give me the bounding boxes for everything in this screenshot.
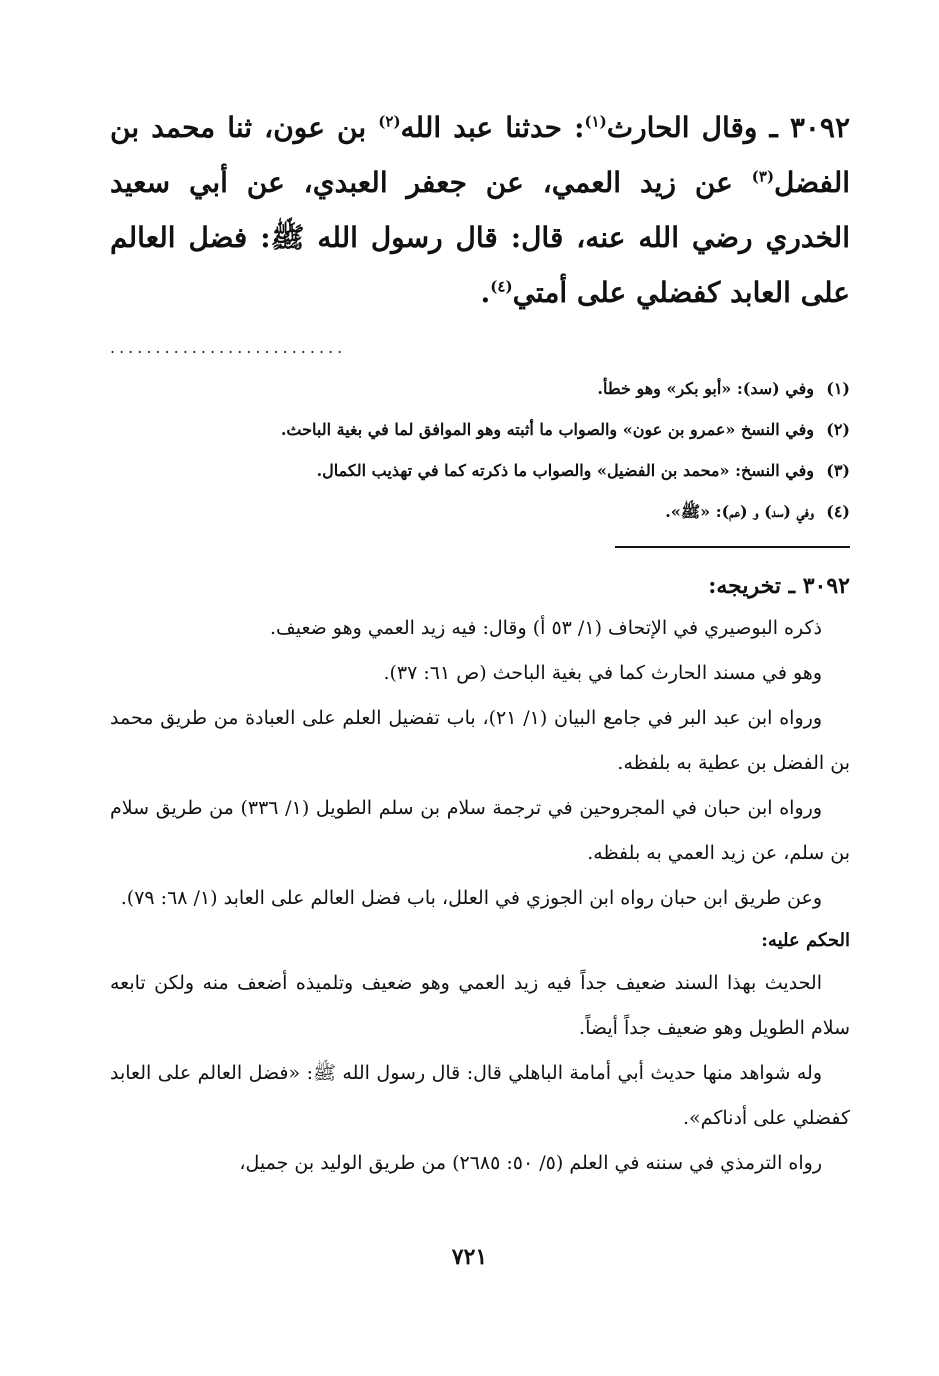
footnote-marker: (٣) xyxy=(751,167,775,186)
takhrij-paragraph: ذكره البوصيري في الإتحاف (١/ ٥٣ أ) وقال: فيه زيد العمي وهو ضعيف. xyxy=(270,617,822,639)
footnotes xyxy=(110,368,850,532)
footnote-separator: .......................... xyxy=(110,338,347,357)
hukm-paragraph: الحديث بهذا السند ضعيف جداً فيه زيد العمي وهو ضعيف وتلميذه أضعف منه ولكن تابعه سلام الطويل وهو ضعيف جداً أيضاً. xyxy=(110,972,850,1039)
footnote-marker: (٤) xyxy=(490,277,513,296)
footnote xyxy=(110,450,850,491)
footnote xyxy=(110,368,850,409)
takhrij-paragraph: وهو في مسند الحارث كما في بغية الباحث (ص ٦١: ٣٧). xyxy=(383,662,822,684)
hukm-paragraph: رواه الترمذي في سننه في العلم (٥/ ٥٠: ٢٦٨٥) من طريق الوليد بن جميل، xyxy=(239,1152,822,1174)
footnote-text: وفي (سد): «أبو بكر» وهو خطأ. xyxy=(597,379,814,398)
hukm-paragraph: وله شواهد منها حديث أبي أمامة الباهلي قال: قال رسول الله ﷺ: «فضل العالم على العابد كفضلي على أدناكم». xyxy=(110,1062,850,1129)
hadith-text xyxy=(110,100,850,320)
footnote-marker: (٢) xyxy=(378,112,401,131)
footnote-text: وفي النسخ: «محمد بن الفضيل» والصواب ما ذكرته كما في تهذيب الكمال. xyxy=(316,461,814,480)
hadith-text-part: ٣٠٩٢ ـ وقال الحارث xyxy=(606,111,850,144)
footnote-marker: (١) xyxy=(584,112,607,131)
page-content xyxy=(110,100,850,1186)
hukm-heading: الحكم عليه: xyxy=(761,930,850,951)
section-divider xyxy=(615,546,850,548)
hadith-text-part: : حدثنا عبد الله xyxy=(400,111,585,144)
hadith-text-part: . xyxy=(480,276,491,309)
takhrij-heading: ٣٠٩٢ ـ تخريجه: xyxy=(708,573,850,599)
takhrij-paragraph: ورواه ابن عبد البر في جامع البيان (١/ ٢١)، باب تفضيل العلم على العبادة من طريق محمد بن الفضل بن عطية به بلفظه. xyxy=(110,707,850,774)
hadith-text-part: بن عون، ثنا محمد بن الفضل xyxy=(110,111,851,199)
footnote-text: وفي النسخ «عمرو بن عون» والصواب ما أثبته وهو الموافق لما في بغية الباحث. xyxy=(280,420,814,439)
footnote-number: (٣) xyxy=(826,461,850,480)
footnote-number: (٢) xyxy=(826,420,850,439)
hadith-text-part: عن زيد العمي، عن جعفر العبدي، عن أبي سعيد الخدري رضي الله عنه، قال: قال رسول الله ﷺ: فضل العالم على العابد كفضلي على أمتي xyxy=(110,166,850,309)
footnote-number: (٤) xyxy=(826,502,850,521)
footnote xyxy=(110,409,850,450)
takhrij-paragraph: ورواه ابن حبان في المجروحين في ترجمة سلام بن سلم الطويل (١/ ٣٣٦) من طريق سلام بن سلم، عن زيد العمي به بلفظه. xyxy=(110,797,850,864)
footnote-text: وفي (سد) و (عم): «ﷺ». xyxy=(665,502,814,521)
footnote xyxy=(110,491,850,532)
page-number: ٧٢١ xyxy=(451,1244,488,1270)
footnote-number: (١) xyxy=(826,379,850,398)
takhrij-paragraph: وعن طريق ابن حبان رواه ابن الجوزي في العلل، باب فضل العالم على العابد (١/ ٦٨: ٧٩). xyxy=(120,887,822,909)
